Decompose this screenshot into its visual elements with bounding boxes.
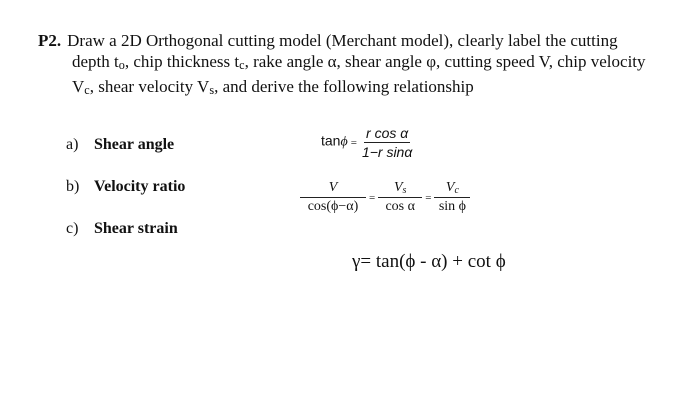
text-derive: , and derive the following relationship	[214, 77, 474, 97]
problem-line-3	[38, 76, 688, 101]
subscript-s: s	[209, 83, 215, 98]
eq-b-num3-sub: c	[454, 184, 459, 196]
text-shear-velocity: , shear velocity V	[89, 77, 210, 97]
item-c	[66, 220, 178, 238]
problem-line-1	[38, 30, 688, 51]
problem-line1-text: Draw a 2D Orthogonal cutting model (Merchant model), clearly label the cutting	[67, 31, 618, 50]
equation-velocity-ratio	[300, 180, 470, 215]
eq-b-fraction-2	[378, 180, 422, 215]
eq-b-den1: cos(ϕ−α)	[307, 199, 359, 214]
eq-b-den2: cos α	[385, 199, 415, 214]
eq-a-fraction	[360, 125, 414, 160]
problem-line-2	[38, 51, 688, 76]
subscript-c-2: c	[84, 83, 90, 98]
subscript-c: c	[239, 58, 245, 73]
eq-b-fraction-1	[300, 180, 366, 215]
eq-b-num1: V	[300, 180, 366, 198]
eq-c-text: γ= tan(ϕ - α) + cot ϕ	[352, 251, 506, 272]
equation-shear-angle	[321, 125, 414, 160]
item-a	[66, 136, 174, 154]
item-c-text: Shear strain	[94, 220, 178, 237]
eq-a-lhs: tan	[321, 132, 341, 149]
equation-shear-strain	[352, 251, 506, 273]
subscript-o: o	[118, 58, 125, 73]
eq-a-numerator: r cos α	[366, 125, 409, 141]
eq-a-phi: ϕ	[340, 134, 348, 150]
eq-b-num3-v: V	[445, 180, 455, 195]
eq-b-equals-2: =	[425, 191, 432, 204]
problem-statement	[38, 30, 688, 101]
eq-b-equals-1: =	[369, 191, 376, 204]
item-a-text: Shear angle	[94, 136, 175, 153]
eq-a-equals: =	[350, 136, 357, 149]
text-vc: V	[72, 77, 85, 97]
item-b-label: b)	[66, 178, 80, 195]
text-rake-angle: , rake angle α, shear angle φ, cutting speed V, chip velocity	[244, 52, 646, 71]
item-c-label: c)	[66, 220, 79, 237]
eq-b-num3	[434, 180, 470, 198]
text-depth: depth t	[72, 52, 119, 71]
eq-b-fraction-3	[434, 180, 470, 215]
item-b-text: Velocity ratio	[94, 178, 186, 195]
eq-b-num2	[378, 180, 422, 198]
problem-number: P2.	[38, 31, 62, 50]
eq-a-denominator: 1−r sinα	[361, 144, 413, 160]
item-b	[66, 178, 185, 196]
eq-b-num2-sub: s	[402, 184, 407, 196]
eq-b-num2-v: V	[393, 180, 403, 195]
item-a-label: a)	[66, 136, 79, 153]
eq-b-den3: sin ϕ	[438, 199, 467, 214]
text-chip-thickness: , chip thickness t	[124, 52, 240, 71]
